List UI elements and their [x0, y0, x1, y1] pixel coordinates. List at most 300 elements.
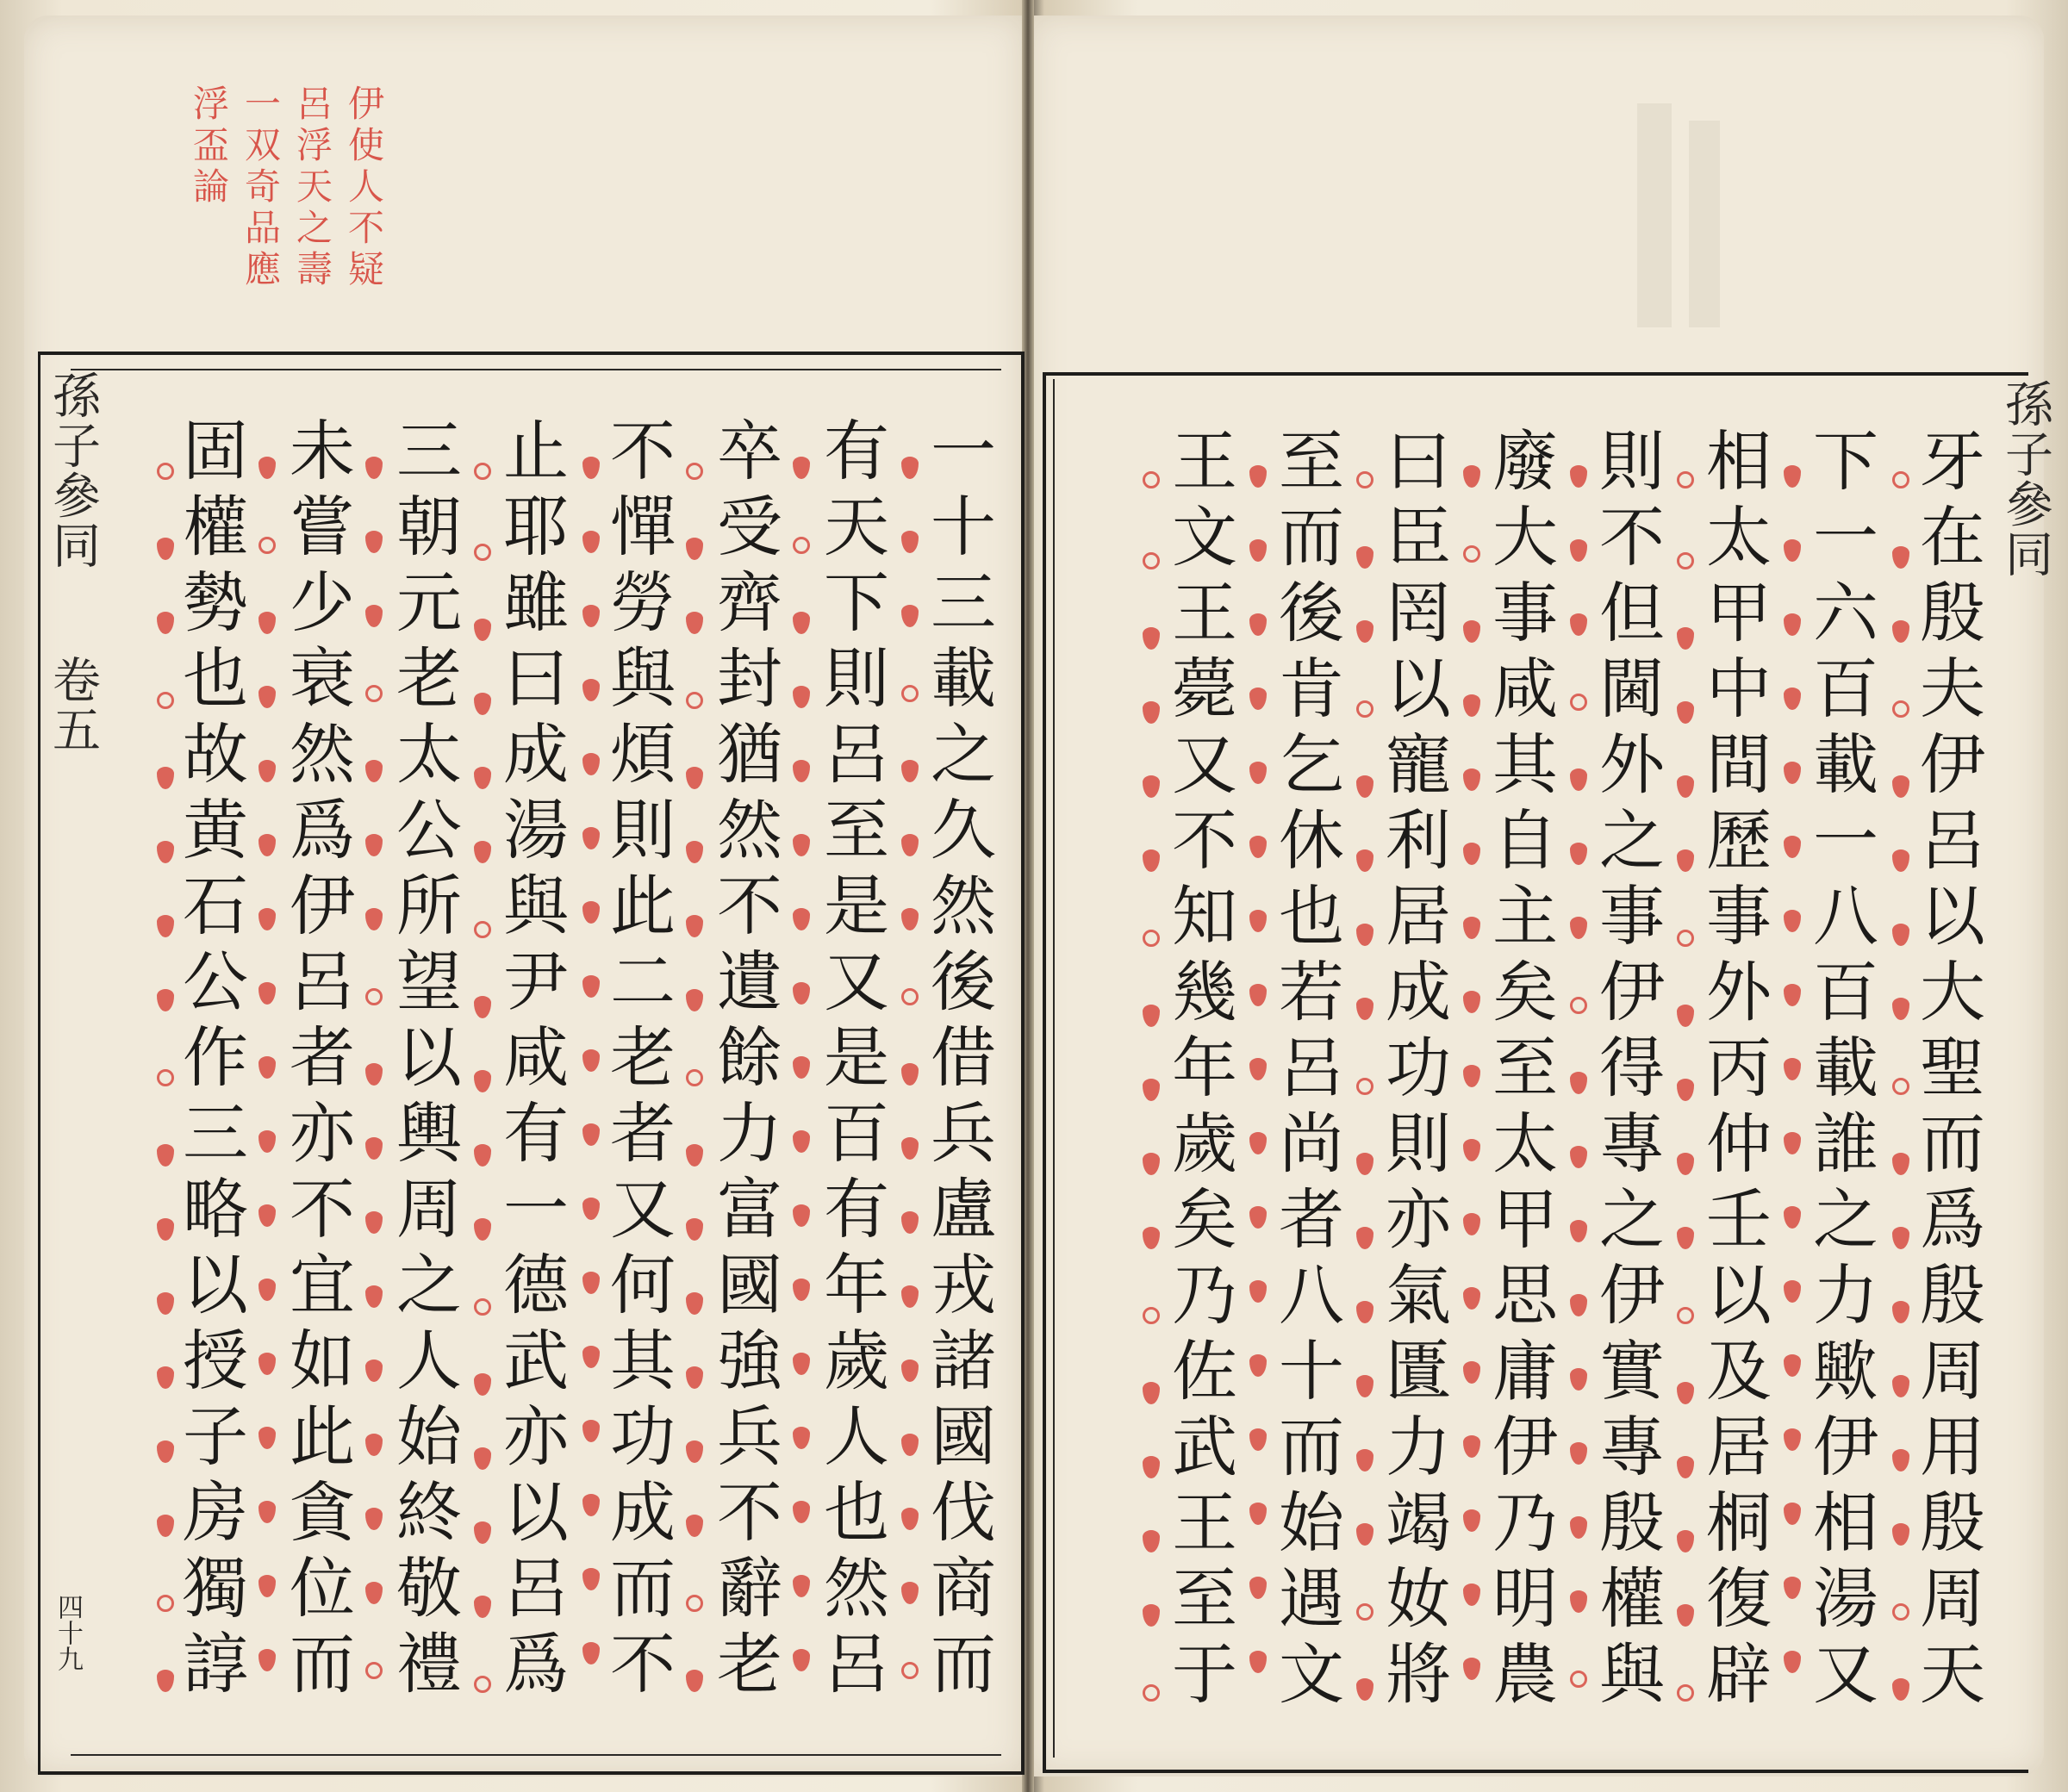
red-dot-mark — [901, 457, 919, 479]
character: 竭 — [1386, 1484, 1451, 1561]
red-circle-mark — [365, 988, 383, 1005]
red-mark-column — [1892, 439, 1909, 1727]
character: 奻 — [1386, 1560, 1451, 1637]
red-dot-mark — [1356, 849, 1373, 872]
character: 曰 — [503, 640, 569, 717]
red-dot-mark — [1356, 546, 1373, 569]
red-dot-mark — [1892, 1523, 1909, 1546]
left_page-text-column — [391, 414, 467, 1702]
red-dot-mark — [793, 1501, 810, 1523]
red-dot-mark — [1892, 849, 1909, 872]
character: 商 — [931, 1550, 996, 1627]
character: 強 — [717, 1322, 782, 1399]
character: 下 — [824, 564, 889, 641]
character: 功 — [610, 1398, 676, 1475]
red-dot-mark — [582, 1198, 600, 1220]
red-dot-mark — [1784, 762, 1801, 784]
red-dot-mark — [901, 1360, 919, 1382]
character: 然 — [931, 868, 996, 944]
red-mark-column — [157, 431, 174, 1718]
character: 以 — [503, 1474, 569, 1551]
character: 相 — [1813, 1484, 1878, 1561]
red-mark-column — [901, 431, 919, 1711]
character: 咸 — [503, 1019, 569, 1096]
character: 殷 — [1920, 1257, 1985, 1334]
red-circle-mark — [1570, 997, 1587, 1014]
red-dot-mark — [1463, 1584, 1480, 1606]
red-dot-mark — [901, 760, 919, 782]
red-dot-mark — [365, 1137, 383, 1160]
red-dot-mark — [686, 1144, 703, 1167]
character: 百 — [1813, 650, 1878, 727]
red-dot-mark — [1463, 465, 1480, 488]
red-dot-mark — [474, 1070, 491, 1092]
left_page-text-column — [605, 414, 681, 1702]
character: 兵 — [931, 1095, 996, 1172]
red-circle-mark — [1356, 1078, 1373, 1095]
red-dot-mark — [1677, 701, 1694, 724]
red-dot-mark — [1249, 1503, 1267, 1525]
annotation-col-2: 呂浮天之壽 — [291, 84, 333, 291]
character: 然 — [717, 792, 782, 868]
red-dot-mark — [1356, 1153, 1373, 1175]
character: 爲 — [503, 1626, 569, 1702]
character: 用 — [1920, 1409, 1985, 1485]
character: 始 — [396, 1398, 462, 1475]
character: 德 — [503, 1247, 569, 1323]
red-dot-mark — [582, 679, 600, 701]
character: 利 — [1386, 802, 1451, 879]
red-circle-mark — [1463, 545, 1480, 563]
character: 仲 — [1706, 1105, 1772, 1182]
character: 而 — [1920, 1105, 1985, 1182]
red-dot-mark — [901, 834, 919, 856]
character: 後 — [931, 943, 996, 1020]
red-mark-column — [1356, 439, 1373, 1727]
red-dot-mark — [1677, 627, 1694, 650]
character: 國 — [717, 1247, 782, 1323]
character: 其 — [1492, 726, 1558, 803]
character: 一 — [931, 413, 996, 489]
red-dot-mark — [474, 1373, 491, 1396]
red-circle-mark — [1143, 1684, 1160, 1702]
character: 復 — [1706, 1560, 1772, 1637]
red-dot-mark — [157, 612, 174, 634]
character: 湯 — [503, 792, 569, 868]
red-dot-mark — [686, 1670, 703, 1692]
red-dot-mark — [1570, 1442, 1587, 1465]
character: 歷 — [1706, 802, 1772, 879]
character: 借 — [931, 1019, 996, 1096]
red-dot-mark — [1570, 465, 1587, 488]
character: 子 — [183, 1398, 248, 1475]
red-circle-mark — [793, 537, 810, 554]
character: 有 — [824, 1171, 889, 1248]
red-dot-mark — [258, 1427, 276, 1449]
red-dot-mark — [793, 1353, 810, 1375]
character: 老 — [610, 1019, 676, 1096]
red-dot-mark — [1356, 1227, 1373, 1249]
red-dot-mark — [1677, 849, 1694, 872]
red-mark-column — [258, 431, 276, 1697]
red-dot-mark — [901, 1137, 919, 1160]
red-dot-mark — [1784, 465, 1801, 488]
left_page-text-column — [178, 414, 253, 1702]
red-circle-mark — [1892, 700, 1909, 718]
character: 牙 — [1920, 423, 1985, 500]
red-dot-mark — [793, 1279, 810, 1301]
character: 專 — [1599, 1409, 1665, 1485]
red-circle-mark — [901, 988, 919, 1005]
red-dot-mark — [1249, 1354, 1267, 1377]
character: 三 — [183, 1095, 248, 1172]
character: 勢 — [183, 564, 248, 641]
character: 夫 — [1920, 650, 1985, 727]
red-dot-mark — [1570, 613, 1587, 636]
red-dot-mark — [365, 1508, 383, 1530]
red-dot-mark — [582, 827, 600, 849]
character: 力 — [717, 1095, 782, 1172]
character: 所 — [396, 868, 462, 944]
character: 雖 — [503, 564, 569, 641]
red-dot-mark — [258, 908, 276, 930]
red-dot-mark — [1463, 694, 1480, 717]
character: 矣 — [1492, 954, 1558, 1030]
character: 黄 — [183, 792, 248, 868]
red-dot-mark — [1570, 1072, 1587, 1094]
character: 朝 — [396, 488, 462, 565]
red-dot-mark — [1356, 998, 1373, 1020]
character: 是 — [824, 1019, 889, 1096]
red-dot-mark — [901, 1063, 919, 1086]
red-circle-mark — [365, 685, 383, 702]
character: 亦 — [503, 1398, 569, 1475]
character: 也 — [183, 640, 248, 717]
red-dot-mark — [1463, 1509, 1480, 1532]
red-dot-mark — [258, 1501, 276, 1523]
red-dot-mark — [1892, 998, 1909, 1020]
red-dot-mark — [1249, 1132, 1267, 1154]
red-dot-mark — [1143, 1153, 1160, 1175]
character: 人 — [824, 1398, 889, 1475]
character: 成 — [610, 1474, 676, 1551]
left-margin-title: 孫子參同 — [45, 370, 101, 570]
character: 太 — [396, 716, 462, 793]
red-dot-mark — [1463, 1361, 1480, 1384]
character: 則 — [610, 792, 676, 868]
character: 諄 — [183, 1626, 248, 1702]
red-circle-mark — [1677, 1307, 1694, 1324]
character: 臣 — [1386, 499, 1451, 576]
character: 但 — [1599, 575, 1665, 651]
character: 六 — [1813, 575, 1878, 651]
character: 則 — [824, 640, 889, 717]
red-mark-column — [1143, 439, 1160, 1733]
character: 丙 — [1706, 1030, 1772, 1106]
right_page-text-column — [1274, 424, 1349, 1713]
red-dot-mark — [258, 1056, 276, 1079]
red-dot-mark — [793, 457, 810, 479]
red-dot-mark — [686, 989, 703, 1011]
red-dot-mark — [1356, 620, 1373, 643]
red-mark-column — [1570, 439, 1587, 1720]
red-dot-mark — [1892, 1227, 1909, 1249]
character: 然 — [824, 1550, 889, 1627]
character: 嘗 — [290, 488, 355, 565]
red-dot-mark — [686, 1218, 703, 1241]
character: 辭 — [717, 1550, 782, 1627]
character: 農 — [1492, 1636, 1558, 1713]
red-dot-mark — [901, 605, 919, 627]
character: 主 — [1492, 878, 1558, 955]
character: 尚 — [1279, 1105, 1344, 1182]
red-dot-mark — [901, 1285, 919, 1308]
red-dot-mark — [157, 915, 174, 937]
character: 禮 — [396, 1626, 462, 1702]
character: 肯 — [1279, 650, 1344, 727]
character: 此 — [290, 1398, 355, 1475]
character: 王 — [1172, 1484, 1237, 1561]
red-mark-column — [793, 431, 810, 1697]
red-dot-mark — [1463, 1213, 1480, 1235]
character: 八 — [1813, 878, 1878, 955]
character: 之 — [396, 1247, 462, 1323]
red-dot-mark — [365, 457, 383, 479]
red-dot-mark — [258, 1353, 276, 1375]
character: 之 — [931, 716, 996, 793]
folio-number: 四十九 — [53, 1594, 83, 1671]
character: 略 — [183, 1171, 248, 1248]
red-dot-mark — [793, 834, 810, 856]
character: 貪 — [290, 1474, 355, 1551]
character: 知 — [1172, 878, 1237, 955]
character: 明 — [1492, 1560, 1558, 1637]
character: 三 — [396, 413, 462, 489]
annotation-col-4: 浮盃論 — [188, 84, 230, 208]
character: 在 — [1920, 499, 1985, 576]
red-dot-mark — [1784, 1428, 1801, 1451]
right_page-text-column — [1594, 424, 1670, 1713]
character: 房 — [183, 1474, 248, 1551]
red-dot-mark — [1784, 1354, 1801, 1377]
character: 乃 — [1492, 1484, 1558, 1561]
character: 而 — [1279, 1409, 1344, 1485]
red-dot-mark — [1249, 1280, 1267, 1303]
red-dot-mark — [1892, 1153, 1909, 1175]
red-dot-mark — [1677, 1530, 1694, 1552]
red-dot-mark — [1249, 465, 1267, 488]
red-dot-mark — [901, 908, 919, 930]
red-dot-mark — [1784, 1503, 1801, 1525]
character: 何 — [610, 1247, 676, 1323]
red-dot-mark — [1249, 613, 1267, 636]
red-dot-mark — [582, 1494, 600, 1516]
character: 不 — [290, 1171, 355, 1248]
red-dot-mark — [1249, 984, 1267, 1006]
red-dot-mark — [157, 538, 174, 560]
character: 不 — [717, 868, 782, 944]
red-dot-mark — [582, 1123, 600, 1146]
character: 爲 — [1920, 1181, 1985, 1258]
red-dot-mark — [793, 612, 810, 634]
character: 實 — [1599, 1333, 1665, 1409]
character: 休 — [1279, 802, 1344, 879]
red-dot-mark — [901, 1508, 919, 1530]
red-dot-mark — [1784, 1132, 1801, 1154]
character: 十 — [1279, 1333, 1344, 1409]
red-dot-mark — [582, 753, 600, 775]
character: 久 — [931, 792, 996, 868]
red-dot-mark — [474, 1218, 491, 1241]
character: 呂 — [824, 1626, 889, 1702]
character: 外 — [1599, 726, 1665, 803]
red-dot-mark — [686, 612, 703, 634]
red-dot-mark — [793, 1204, 810, 1227]
character: 天 — [1920, 1636, 1985, 1713]
character: 乃 — [1172, 1257, 1237, 1334]
red-dot-mark — [1677, 1153, 1694, 1175]
annotation-col-3: 一双奇品應 — [240, 84, 282, 291]
character: 成 — [503, 716, 569, 793]
red-dot-mark — [1570, 917, 1587, 939]
red-dot-mark — [582, 1568, 600, 1590]
character: 文 — [1279, 1636, 1344, 1713]
character: 不 — [717, 1474, 782, 1551]
right_page-text-column — [1915, 424, 1990, 1713]
red-dot-mark — [793, 982, 810, 1005]
red-dot-mark — [1463, 843, 1480, 865]
character: 曰 — [1386, 423, 1451, 500]
character: 然 — [290, 716, 355, 793]
left_page-text-column — [925, 414, 1001, 1702]
character: 一 — [503, 1171, 569, 1248]
red-dot-mark — [686, 538, 703, 560]
character: 也 — [1279, 878, 1344, 955]
red-dot-mark — [365, 1360, 383, 1382]
red-mark-column — [686, 431, 703, 1718]
character: 權 — [1599, 1560, 1665, 1637]
red-dot-mark — [474, 767, 491, 789]
character: 伊 — [1599, 1257, 1665, 1334]
red-circle-mark — [686, 1595, 703, 1612]
red-dot-mark — [1143, 627, 1160, 650]
character: 幾 — [1172, 954, 1237, 1030]
red-dot-mark — [901, 1582, 919, 1604]
red-dot-mark — [1570, 1294, 1587, 1316]
character: 有 — [824, 413, 889, 489]
character: 將 — [1386, 1636, 1451, 1713]
red-circle-mark — [474, 463, 491, 480]
red-dot-mark — [1463, 1435, 1480, 1458]
red-dot-mark — [1570, 843, 1587, 865]
character: 歟 — [1813, 1333, 1878, 1409]
character: 者 — [610, 1095, 676, 1172]
red-dot-mark — [1570, 768, 1587, 791]
character: 不 — [1172, 802, 1237, 879]
red-circle-mark — [1570, 1671, 1587, 1688]
red-circle-mark — [901, 1662, 919, 1679]
red-dot-mark — [582, 457, 600, 479]
red-dot-mark — [365, 1063, 383, 1086]
red-dot-mark — [901, 1211, 919, 1234]
character: 以 — [1920, 878, 1985, 955]
character: 卒 — [717, 413, 782, 489]
red-dot-mark — [258, 1575, 276, 1597]
character: 佐 — [1172, 1333, 1237, 1409]
character: 又 — [1172, 726, 1237, 803]
red-dot-mark — [258, 1279, 276, 1301]
character: 咸 — [1492, 650, 1558, 727]
right_page-text-column — [1808, 424, 1884, 1713]
red-dot-mark — [474, 1144, 491, 1167]
character: 不 — [610, 1626, 676, 1702]
character: 與 — [610, 640, 676, 717]
character: 若 — [1279, 954, 1344, 1030]
character: 獨 — [183, 1550, 248, 1627]
character: 專 — [1599, 1105, 1665, 1182]
red-circle-mark — [474, 921, 491, 938]
character: 一 — [1813, 499, 1878, 576]
character: 以 — [396, 1019, 462, 1096]
red-dot-mark — [686, 1292, 703, 1315]
red-dot-mark — [1249, 1206, 1267, 1229]
red-dot-mark — [258, 1649, 276, 1671]
red-dot-mark — [1463, 917, 1480, 939]
red-dot-mark — [582, 975, 600, 998]
red-circle-mark — [157, 692, 174, 709]
red-dot-mark — [365, 1434, 383, 1456]
red-circle-mark — [1677, 1684, 1694, 1702]
character: 而 — [1279, 499, 1344, 576]
character: 呂 — [1279, 1030, 1344, 1106]
right-margin-title: 孫子參同 — [1997, 379, 2053, 579]
red-dot-mark — [1143, 1079, 1160, 1101]
red-circle-mark — [1356, 1603, 1373, 1621]
red-dot-mark — [258, 612, 276, 634]
red-dot-mark — [1892, 1301, 1909, 1323]
red-circle-mark — [1570, 694, 1587, 711]
red-dot-mark — [1356, 775, 1373, 798]
red-dot-mark — [157, 1515, 174, 1537]
annotation-col-1: 伊使人不疑 — [343, 84, 385, 291]
character: 殷 — [1920, 575, 1985, 651]
character: 受 — [717, 488, 782, 565]
character: 以 — [183, 1247, 248, 1323]
character: 後 — [1279, 575, 1344, 651]
red-dot-mark — [1143, 1382, 1160, 1404]
character: 望 — [396, 943, 462, 1020]
right_page-text-column — [1701, 424, 1777, 1713]
red-dot-mark — [1784, 1058, 1801, 1080]
red-dot-mark — [157, 1292, 174, 1315]
red-dot-mark — [1463, 1139, 1480, 1161]
red-dot-mark — [1892, 775, 1909, 798]
character: 歲 — [1172, 1105, 1237, 1182]
character: 而 — [290, 1626, 355, 1702]
red-dot-mark — [686, 1366, 703, 1389]
character: 八 — [1279, 1257, 1344, 1334]
red-circle-mark — [365, 1662, 383, 1679]
red-dot-mark — [1249, 539, 1267, 562]
character: 始 — [1279, 1484, 1344, 1561]
red-circle-mark — [686, 1069, 703, 1086]
character: 伊 — [1492, 1409, 1558, 1485]
red-dot-mark — [365, 1582, 383, 1604]
red-dot-mark — [1143, 1456, 1160, 1478]
bleed-through-mark — [1689, 121, 1720, 327]
character: 呂 — [290, 943, 355, 1020]
character: 以 — [1386, 650, 1451, 727]
